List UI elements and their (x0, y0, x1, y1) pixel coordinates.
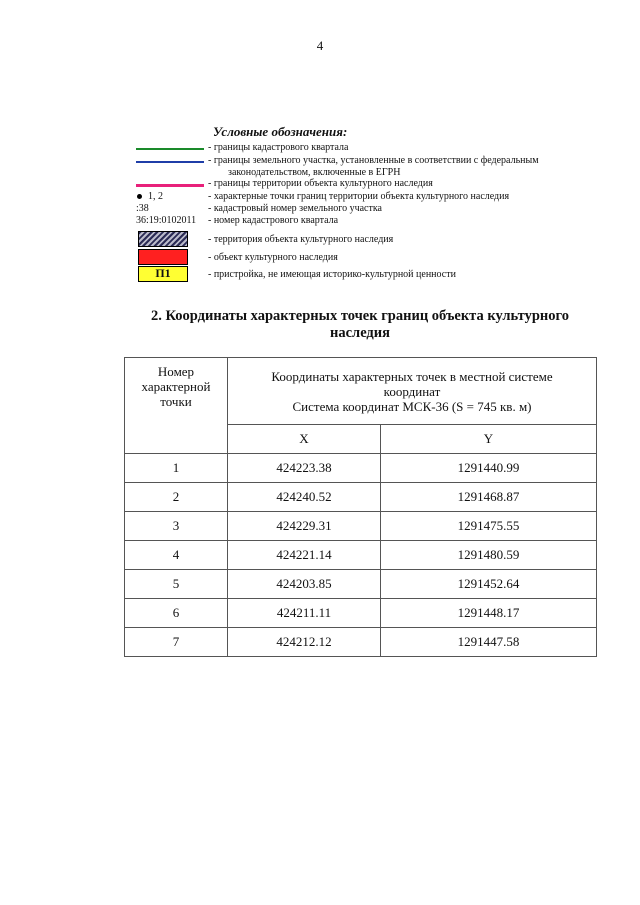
header-line: Номер (157, 364, 195, 379)
table-row (125, 628, 597, 657)
x-cell: 424211.11 (228, 599, 381, 628)
x-cell: 424240.52 (228, 483, 381, 512)
y-cell: 1291448.17 (381, 599, 597, 628)
legend-item-heritage-territory (136, 231, 616, 249)
y-cell: 1291452.64 (381, 570, 597, 599)
legend-symbol-label: 1, 2 (148, 191, 163, 202)
legend-item-heritage-object (136, 249, 616, 267)
legend-symbol-label: :38 (136, 203, 149, 214)
y-cell: 1291468.87 (381, 483, 597, 512)
legend-item-text: - границы земельного участка, установленные в соответствии с федеральным (208, 155, 539, 166)
table-row (125, 512, 597, 541)
legend-item-cadastral-quarter-boundary (136, 142, 616, 156)
red-area-icon (138, 249, 188, 265)
legend-item-heritage-territory-boundary (136, 178, 616, 192)
legend-item-text: - характерные точки границ территории объекта культурного наследия (208, 191, 510, 202)
magenta-line-icon (136, 184, 204, 187)
header-line: Система координат МСК-36 (S = 745 кв. м) (292, 398, 532, 414)
y-cell: 1291440.99 (381, 454, 597, 483)
table-row (125, 599, 597, 628)
table-row (125, 483, 597, 512)
point-number-cell: 5 (125, 570, 228, 599)
point-number-header (125, 358, 228, 454)
x-cell: 424223.38 (228, 454, 381, 483)
coordinates-table (124, 357, 597, 657)
header-line: точки (160, 394, 192, 409)
table-row (125, 570, 597, 599)
y-cell: 1291475.55 (381, 512, 597, 541)
x-cell: 424221.14 (228, 541, 381, 570)
coordinates-header (228, 358, 597, 425)
page-number: 4 (316, 38, 324, 53)
point-number-cell: 6 (125, 599, 228, 628)
green-line-icon (136, 148, 204, 150)
point-dot-icon (137, 194, 142, 199)
legend-item-text: - пристройка, не имеющая историко-культурной ценности (208, 269, 456, 280)
x-column-header: X (228, 425, 381, 454)
legend-item-text-continued: законодательством, включенные в ЕГРН (228, 167, 401, 178)
table-row (125, 541, 597, 570)
legend-item-quarter-number (136, 215, 616, 229)
section-heading-line: 2. Координаты характерных точек границ объекта культурного (151, 308, 569, 324)
point-number-cell: 1 (125, 454, 228, 483)
section-heading-line: наследия (330, 325, 390, 341)
hatched-area-icon (138, 231, 188, 247)
point-number-cell: 3 (125, 512, 228, 541)
legend-item-text: - границы кадастрового квартала (208, 142, 349, 153)
legend-item-text: - территория объекта культурного наследия (208, 234, 394, 245)
header-line: координат (383, 383, 441, 399)
header-line: характерной (141, 379, 211, 394)
legend-symbol-label: 36:19:0102011 (136, 215, 197, 226)
x-cell: 424229.31 (228, 512, 381, 541)
legend-item-annex (136, 266, 616, 284)
y-column-header: Y (381, 425, 597, 454)
annex-label-box: П1 (138, 266, 188, 282)
blue-line-icon (136, 161, 204, 163)
point-number-cell: 7 (125, 628, 228, 657)
y-cell: 1291480.59 (381, 541, 597, 570)
legend-item-text: - границы территории объекта культурного наследия (208, 178, 433, 189)
table-row (125, 454, 597, 483)
point-number-cell: 2 (125, 483, 228, 512)
legend-item-text: - кадастровый номер земельного участка (208, 203, 382, 214)
legend-item-text: - объект культурного наследия (208, 252, 338, 263)
x-cell: 424212.12 (228, 628, 381, 657)
x-cell: 424203.85 (228, 570, 381, 599)
section-heading (130, 308, 590, 342)
y-cell: 1291447.58 (381, 628, 597, 657)
point-number-cell: 4 (125, 541, 228, 570)
legend-item-text: - номер кадастрового квартала (208, 215, 339, 226)
header-line: Координаты характерных точек в местной системе (271, 368, 553, 384)
legend-title: Условные обозначения: (213, 124, 348, 139)
